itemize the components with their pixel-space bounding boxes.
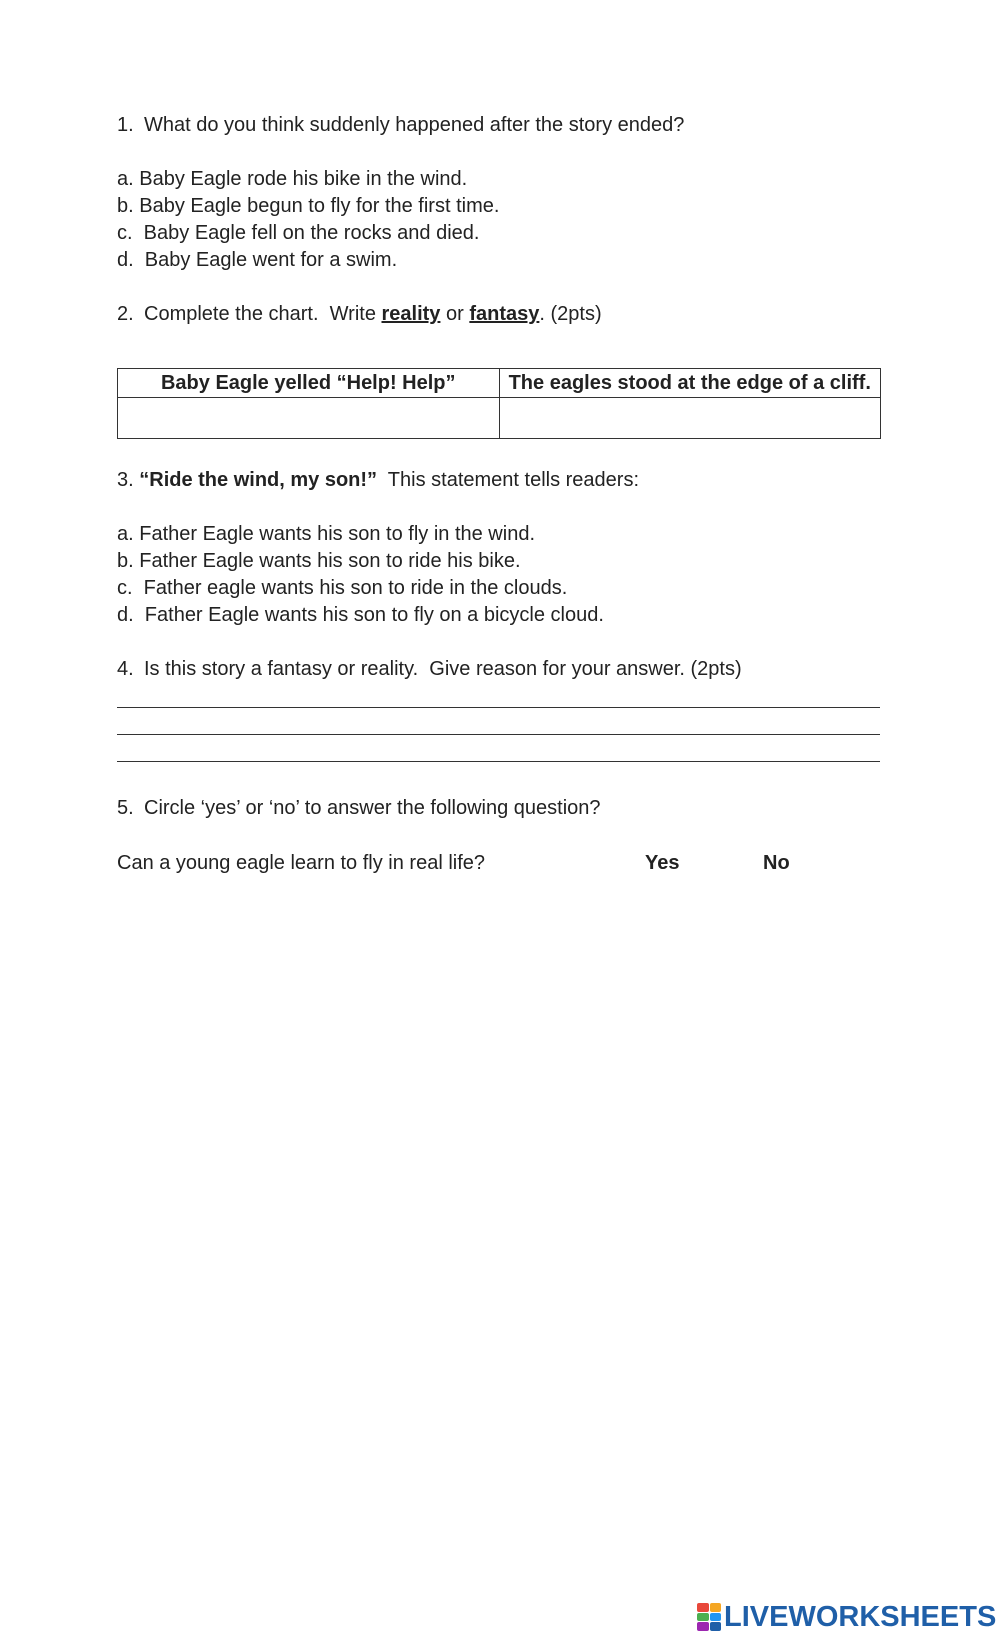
chart-answer-col2[interactable]	[499, 398, 881, 439]
question-2-number: 2.	[117, 303, 134, 325]
question-2-text-or: or	[440, 303, 470, 325]
question-3-option-d: d. Father Eagle wants his son to fly on a bicycle cloud.	[117, 604, 604, 626]
question-2-text-after: . (2pts)	[539, 303, 602, 325]
question-3-quote: “Ride the wind, my son!”	[139, 469, 378, 491]
question-4	[117, 656, 742, 682]
question-1	[117, 112, 684, 138]
answer-line-1[interactable]	[117, 707, 880, 708]
chart-header-col2: The eagles stood at the edge of a cliff.	[499, 369, 881, 398]
question-1-option-b: b. Baby Eagle begun to fly for the first time.	[117, 195, 500, 217]
question-5	[117, 795, 601, 821]
question-3-option-b: b. Father Eagle wants his son to ride his bike.	[117, 550, 521, 572]
worksheet-page	[117, 0, 883, 1643]
question-1-number: 1.	[117, 114, 134, 136]
liveworksheets-logo-icon	[697, 1603, 721, 1631]
question-2	[117, 301, 602, 327]
question-5-number: 5.	[117, 797, 134, 819]
question-3-option-c: c. Father eagle wants his son to ride in the clouds.	[117, 577, 568, 599]
reality-fantasy-chart	[117, 368, 881, 439]
question-1-option-a: a. Baby Eagle rode his bike in the wind.	[117, 168, 468, 190]
liveworksheets-logo	[697, 1600, 996, 1634]
chart-header-col1: Baby Eagle yelled “Help! Help”	[118, 369, 500, 398]
question-5-text: Circle ‘yes’ or ‘no’ to answer the following question?	[144, 797, 601, 819]
chart-header-row	[118, 369, 881, 398]
question-4-number: 4.	[117, 658, 134, 680]
no-option[interactable]: No	[763, 852, 790, 874]
chart-answer-row	[118, 398, 881, 439]
question-3-text: This statement tells readers:	[377, 469, 640, 491]
word-reality: reality	[381, 303, 441, 325]
word-fantasy: fantasy	[469, 303, 540, 325]
answer-line-3[interactable]	[117, 761, 880, 762]
question-3-option-a: a. Father Eagle wants his son to fly in the wind.	[117, 523, 535, 545]
question-3	[117, 467, 639, 493]
chart-answer-col1[interactable]	[118, 398, 500, 439]
question-3-number: 3.	[117, 469, 134, 491]
question-5-prompt: Can a young eagle learn to fly in real life?	[117, 852, 486, 874]
question-1-option-c: c. Baby Eagle fell on the rocks and died.	[117, 222, 480, 244]
question-2-text-before: Complete the chart. Write	[144, 303, 382, 325]
yes-option[interactable]: Yes	[645, 852, 680, 874]
liveworksheets-brand-text: LIVEWORKSHEETS	[724, 1600, 997, 1633]
question-4-text: Is this story a fantasy or reality. Give reason for your answer. (2pts)	[144, 658, 742, 680]
question-1-text: What do you think suddenly happened after the story ended?	[144, 114, 685, 136]
question-1-option-d: d. Baby Eagle went for a swim.	[117, 249, 398, 271]
answer-line-2[interactable]	[117, 734, 880, 735]
